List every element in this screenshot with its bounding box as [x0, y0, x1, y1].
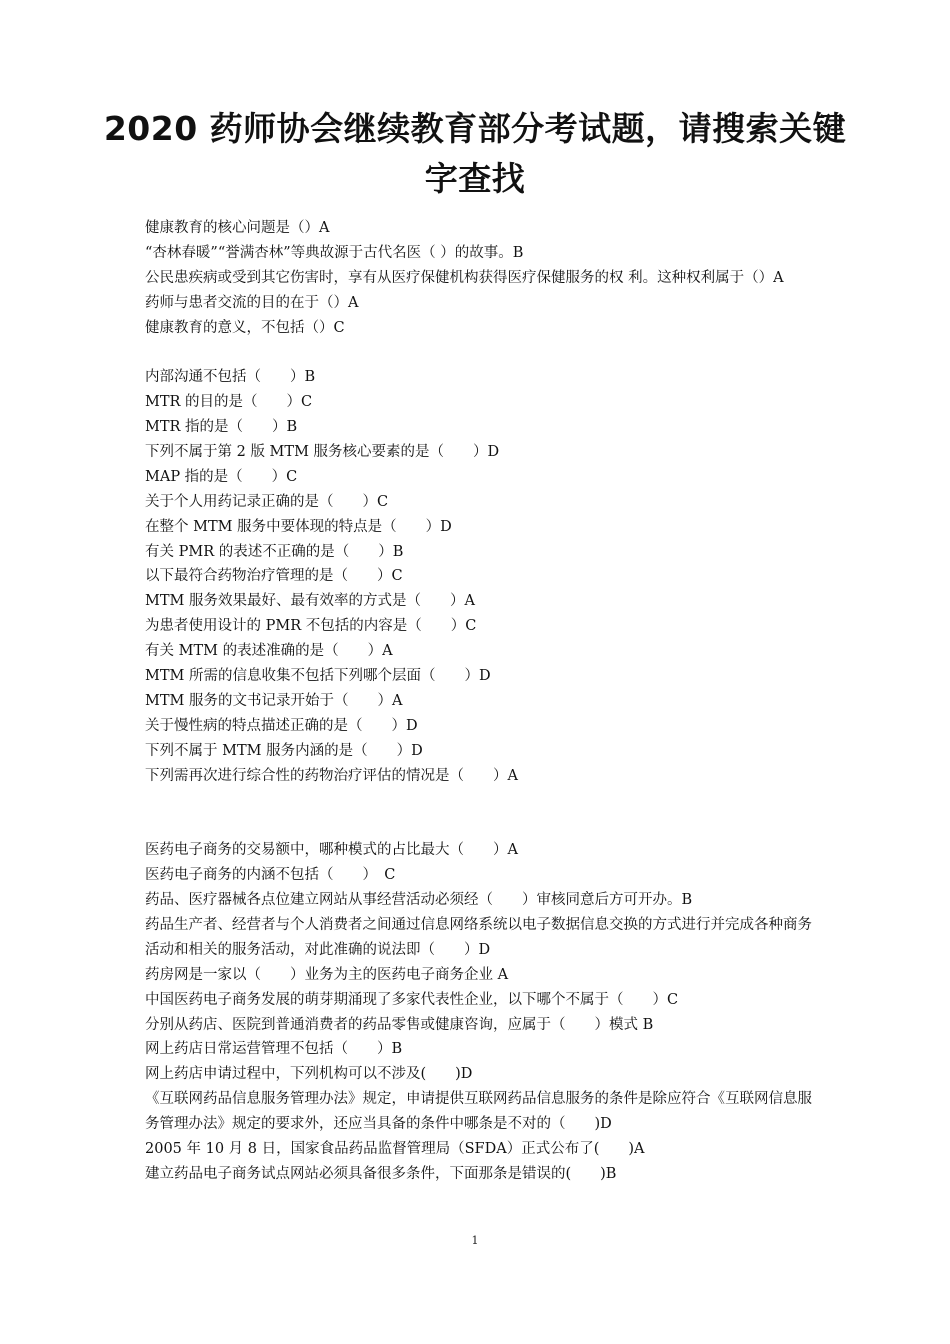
question-line: 以下最符合药物治疗管理的是（ ）C	[145, 568, 403, 585]
question-line: 下列不属于第 2 版 MTM 服务核心要素的是（ ）D	[145, 444, 500, 461]
question-line: 《互联网药品信息服务管理办法》规定，申请提供互联网药品信息服务的条件是除应符合《互联网信息服务管理办法》规定的要求外，还应当具备的条件中哪条是不对的（ )D	[145, 1091, 812, 1133]
question-line: 内部沟通不包括（ ）B	[145, 369, 316, 386]
question-line: 关于个人用药记录正确的是（ ）C	[145, 493, 389, 510]
question-line: 分别从药店、医院到普通消费者的药品零售或健康咨询，应属于（ ）模式 B	[145, 1016, 654, 1033]
question-line: 有关 MTM 的表述准确的是（ ）A	[145, 643, 393, 660]
question-line: 关于慢性病的特点描述正确的是（ ）D	[145, 717, 418, 734]
question-line: 网上药店日常运营管理不包括（ ）B	[145, 1041, 403, 1058]
question-line: 药房网是一家以（ ）业务为主的医药电子商务企业 A	[145, 966, 509, 983]
question-line: 医药电子商务的内涵不包括（ ） C	[145, 867, 396, 884]
question-list	[145, 216, 813, 1187]
question-line: 健康教育的意义，不包括（）C	[145, 319, 345, 336]
question-line: 公民患疾病或受到其它伤害时，享有从医疗保健机构获得医疗保健服务的权 利。这种权利属于（）A	[145, 269, 784, 286]
question-line: MTM 服务效果最好、最有效率的方式是（ ）A	[145, 593, 475, 610]
question-line: MTM 服务的文书记录开始于（ ）A	[145, 692, 403, 709]
question-line: 建立药品电子商务试点网站必须具备很多条件，下面那条是错误的( )B	[145, 1165, 617, 1182]
question-line: 药品、医疗器械各点位建立网站从事经营活动必须经（ ）审核同意后方可开办。B	[145, 892, 693, 909]
question-line: 医药电子商务的交易额中，哪种模式的占比最大（ ）A	[145, 842, 518, 859]
document-title: 2020 药师协会继续教育部分考试题，请搜索关键字查找	[103, 109, 847, 198]
page-number: 1	[471, 1234, 479, 1247]
question-line: 网上药店申请过程中，下列机构可以不涉及( )D	[145, 1066, 473, 1083]
question-line: 下列需再次进行综合性的药物治疗评估的情况是（ ）A	[145, 767, 518, 784]
question-line: 中国医药电子商务发展的萌芽期涌现了多家代表性企业，以下哪个不属于（ ）C	[145, 991, 679, 1008]
question-line: 在整个 MTM 服务中要体现的特点是（ ）D	[145, 518, 452, 535]
question-line: MTM 所需的信息收集不包括下列哪个层面（ ）D	[145, 668, 491, 685]
question-line: 为患者使用设计的 PMR 不包括的内容是（ ）C	[145, 618, 477, 635]
question-line: “杏林春暖”“誉满杏林”等典故源于古代名医（ ）的故事。B	[145, 244, 524, 261]
question-line: MTR 指的是（ ）B	[145, 419, 298, 436]
spacer	[145, 340, 813, 365]
question-line: 有关 PMR 的表述不正确的是（ ）B	[145, 543, 404, 560]
question-line: 下列不属于 MTM 服务内涵的是（ ）D	[145, 742, 423, 759]
question-line: 健康教育的核心问题是（）A	[145, 220, 330, 236]
question-line: 药品生产者、经营者与个人消费者之间通过信息网络系统以电子数据信息交换的方式进行并完成各种商务活动和相关的服务活动，对此准确的说法即（ ）D	[145, 916, 812, 958]
spacer	[145, 789, 813, 839]
question-line: 2005 年 10 月 8 日，国家食品药品监督管理局（SFDA）正式公布了( )A	[145, 1141, 645, 1158]
question-line: 药师与患者交流的目的在于（）A	[145, 294, 359, 311]
question-line: MAP 指的是（ ）C	[145, 468, 298, 485]
question-line: MTR 的目的是（ ）C	[145, 394, 313, 411]
